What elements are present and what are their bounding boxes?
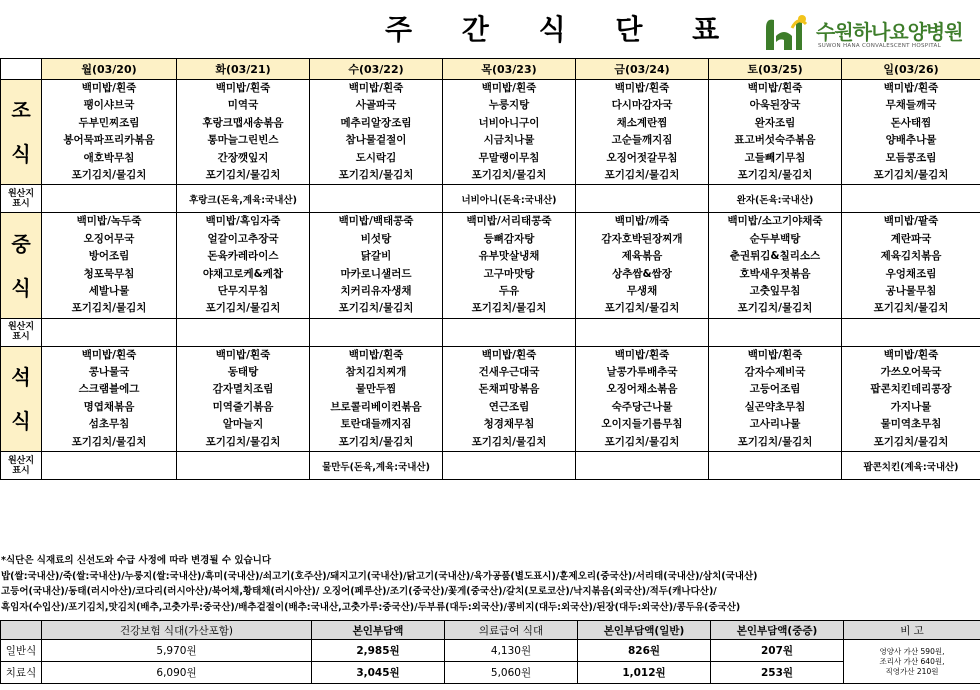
- price-cell: 5,060원: [445, 662, 578, 684]
- origin-cell: [310, 185, 443, 213]
- menu-cell: [576, 346, 709, 451]
- origin-row: [1, 452, 980, 480]
- menu-item: 등뼈감자탕: [483, 232, 535, 245]
- notes-section: [0, 553, 980, 615]
- origin-row: [1, 318, 980, 346]
- menu-item: 닭갈비: [360, 250, 392, 263]
- menu-item: 백미밥/녹두죽: [76, 215, 142, 228]
- menu-cell: [177, 80, 310, 185]
- menu-item: 무말랭이무침: [478, 151, 540, 164]
- menu-item: 물미역초무침: [880, 418, 942, 431]
- menu-cell: [443, 213, 576, 318]
- origin-cell: [576, 452, 709, 480]
- menu-item: 백미밥/서리태콩죽: [466, 215, 552, 228]
- origin-cell: [177, 318, 310, 346]
- menu-item: 포기김치/물김치: [338, 302, 414, 315]
- menu-item: 청포묵무침: [83, 267, 135, 280]
- menu-item: 가지나물: [890, 400, 932, 413]
- menu-item: 백미밥/흰죽: [215, 348, 271, 361]
- menu-item: 숙주당근나물: [611, 400, 673, 413]
- menu-item: 포기김치/물김치: [873, 302, 949, 315]
- price-header: [1, 621, 42, 640]
- meal-label: 석 식: [1, 346, 42, 451]
- menu-item: 방어조림: [88, 250, 130, 263]
- menu-item: 섬초무침: [88, 418, 130, 431]
- menu-item: 백미밥/흰죽: [883, 348, 939, 361]
- menu-item: 돈채피망볶음: [478, 383, 540, 396]
- menu-item: 무채들깨국: [885, 99, 937, 112]
- menu-cell: [42, 346, 177, 451]
- day-header: 목(03/23): [443, 59, 576, 80]
- remark-line: 직영가산 210원: [885, 666, 939, 676]
- price-cell: 6,090원: [42, 662, 312, 684]
- menu-cell: [443, 80, 576, 185]
- note-line: 밥(쌀:국내산)/죽(쌀:국내산)/누룽지(쌀:국내산)/흑미(국내산)/쇠고기(호주산)/돼지고기(국내산)/닭고기(국내산)/육가공품(별도표시)/훈제오리(중국산)/서리태(국내산)/삼치(국내산): [1, 570, 758, 582]
- menu-item: 포기김치/물김치: [471, 302, 547, 315]
- menu-item: 사골파국: [355, 99, 397, 112]
- menu-item: 포기김치/물김치: [71, 168, 147, 181]
- menu-cell: [310, 213, 443, 318]
- menu-item: 호박새우젓볶음: [739, 267, 811, 280]
- day-header: 화(03/21): [177, 59, 310, 80]
- menu-item: 참치김치찌개: [345, 366, 407, 379]
- menu-item: 우엉채조림: [885, 267, 937, 280]
- menu-item: 가쓰오어묵국: [880, 366, 942, 379]
- menu-item: 오징어무국: [83, 232, 135, 245]
- origin-cell: [310, 318, 443, 346]
- menu-item: 표고버섯숙주볶음: [734, 134, 816, 147]
- menu-item: 오징어채소볶음: [606, 383, 678, 396]
- origin-cell: [576, 318, 709, 346]
- menu-item: 완자조림: [754, 116, 796, 129]
- origin-cell: 너비아니(돈육:국내산): [443, 185, 576, 213]
- menu-item: 백미밥/흰죽: [81, 82, 137, 94]
- origin-label: 원산지 표시: [1, 318, 42, 346]
- menu-item: 세발나물: [88, 284, 130, 297]
- menu-item: 포기김치/물김치: [737, 168, 813, 181]
- menu-cell: [709, 80, 842, 185]
- menu-item: 포기김치/물김치: [604, 435, 680, 448]
- price-cell: 4,130원: [445, 640, 578, 662]
- menu-item: 포기김치/물김치: [205, 168, 281, 181]
- price-row: [1, 640, 980, 662]
- menu-item: 백미밥/팥죽: [883, 215, 939, 228]
- menu-item: 누룽지탕: [488, 99, 530, 112]
- menu-item: 백미밥/깨죽: [614, 215, 670, 228]
- menu-item: 포기김치/물김치: [737, 302, 813, 315]
- remark-line: 조리사 가산 640원,: [879, 656, 945, 666]
- menu-item: 백미밥/흰죽: [81, 348, 137, 361]
- menu-cell: [842, 213, 980, 318]
- origin-cell: 후랑크(돈육,계육:국내산): [177, 185, 310, 213]
- note-line: *식단은 식재료의 신선도와 수급 사정에 따라 변경될 수 있습니다: [1, 555, 272, 566]
- menu-item: 팽이샤브국: [83, 99, 135, 112]
- menu-item: 계란파국: [890, 232, 932, 245]
- menu-cell: [42, 213, 177, 318]
- meal-row: [1, 213, 980, 318]
- origin-cell: [576, 185, 709, 213]
- price-header: 건강보험 식대(가산포함): [42, 621, 312, 640]
- origin-cell: 팝콘치킨(계육:국내산): [842, 452, 980, 480]
- menu-item: 브로콜리베이컨볶음: [330, 400, 422, 413]
- menu-item: 날콩가루배추국: [606, 366, 678, 379]
- menu-cell: [842, 346, 980, 451]
- menu-item: 감자호박된장찌개: [601, 232, 683, 245]
- menu-item: 메추리알장조림: [340, 116, 412, 129]
- note-line: 흑임자(수입산)/포기김치,맛김치(배추,고춧가루:중국산)/배추겉절이(배추:국내산,고춧가루:중국산)/두부류(대두:외국산)/콩비지(대두:외국산)/된장(대두:외국산)/콩두유(중국산): [1, 601, 741, 613]
- menu-cell: [42, 80, 177, 185]
- meal-price-table: [0, 620, 980, 684]
- menu-cell: [177, 213, 310, 318]
- menu-item: 포기김치/물김치: [604, 302, 680, 315]
- price-header: 본인부담액: [312, 621, 445, 640]
- menu-cell: [177, 346, 310, 451]
- menu-item: 연근조림: [488, 400, 530, 413]
- menu-item: 무생채: [626, 284, 658, 297]
- menu-item: 야채고로케&케찹: [202, 267, 284, 280]
- price-cell: 826원: [578, 640, 711, 662]
- menu-item: 미역국: [227, 99, 259, 112]
- menu-item: 봉어묵파프리카볶음: [63, 134, 155, 147]
- menu-cell: [443, 346, 576, 451]
- menu-item: 백미밥/흰죽: [614, 348, 670, 361]
- menu-item: 시금치나물: [483, 134, 535, 147]
- menu-item: 토란대들깨지짐: [340, 418, 412, 431]
- origin-cell: [443, 452, 576, 480]
- origin-label: 원산지 표시: [1, 452, 42, 480]
- menu-item: 포기김치/물김치: [71, 302, 147, 315]
- menu-item: 스크램블에그: [78, 383, 140, 396]
- menu-item: 비섯탕: [360, 232, 392, 245]
- meal-row: [1, 80, 980, 185]
- menu-item: 돈사태찜: [890, 116, 932, 129]
- menu-item: 포기김치/물김치: [205, 435, 281, 448]
- origin-cell: [42, 452, 177, 480]
- menu-item: 동태탕: [227, 366, 259, 379]
- menu-item: 춘권튀김&칠리소스: [729, 250, 821, 263]
- menu-cell: [576, 213, 709, 318]
- price-cell: 2,985원: [312, 640, 445, 662]
- meal-row: [1, 346, 980, 451]
- day-header: 금(03/24): [576, 59, 709, 80]
- menu-item: 백미밥/흑임자죽: [205, 215, 281, 228]
- origin-label: 원산지 표시: [1, 185, 42, 213]
- price-row-label: 치료식: [1, 662, 42, 684]
- menu-item: 포기김치/물김치: [471, 168, 547, 181]
- day-header: 토(03/25): [709, 59, 842, 80]
- menu-item: 콩나물국: [88, 366, 130, 379]
- menu-cell: [842, 80, 980, 185]
- day-header: 월(03/20): [42, 59, 177, 80]
- meal-label: 조 식: [1, 80, 42, 185]
- origin-cell: [709, 452, 842, 480]
- price-header: 본인부담액(일반): [578, 621, 711, 640]
- origin-cell: [443, 318, 576, 346]
- origin-cell: [42, 185, 177, 213]
- menu-item: 유부맛살냉채: [478, 250, 540, 263]
- menu-item: 오이지들기름무침: [601, 418, 683, 431]
- menu-item: 통마늘그린빈스: [207, 134, 279, 147]
- origin-cell: 완자(돈육:국내산): [709, 185, 842, 213]
- price-cell: 1,012원: [578, 662, 711, 684]
- menu-item: 얼갈이고추장국: [207, 232, 279, 245]
- menu-item: 미역줄기볶음: [212, 400, 274, 413]
- menu-item: 채소계란찜: [616, 116, 668, 129]
- menu-item: 포기김치/물김치: [873, 168, 949, 181]
- menu-item: 참나물겉절이: [345, 134, 407, 147]
- origin-cell: [42, 318, 177, 346]
- remark-line: 영양사 가산 590원,: [879, 646, 945, 656]
- origin-row: [1, 185, 980, 213]
- hospital-name: 수원하나요양병원: [816, 20, 963, 44]
- menu-item: 후랑크맵새송볶음: [202, 116, 284, 129]
- weekly-menu-table: [0, 58, 980, 480]
- price-header-row: [1, 621, 980, 640]
- menu-item: 실곤약초무침: [744, 400, 806, 413]
- menu-item: 포기김치/물김치: [604, 168, 680, 181]
- page-title: 주 간 식 단 표: [385, 13, 740, 46]
- menu-item: 포기김치/물김치: [737, 435, 813, 448]
- price-header: 의료급여 식대: [445, 621, 578, 640]
- menu-item: 두부민찌조림: [78, 116, 140, 129]
- day-header: 일(03/26): [842, 59, 980, 80]
- menu-item: 도시락김: [355, 151, 397, 164]
- menu-item: 포기김치/물김치: [471, 435, 547, 448]
- price-row-label: 일반식: [1, 640, 42, 662]
- price-cell: 207원: [711, 640, 844, 662]
- menu-cell: [310, 80, 443, 185]
- menu-item: 백미밥/흰죽: [883, 82, 939, 94]
- day-header: 수(03/22): [310, 59, 443, 80]
- menu-item: 고들빼기무침: [744, 151, 806, 164]
- menu-item: 고순들깨지짐: [611, 134, 673, 147]
- menu-item: 백미밥/흰죽: [747, 348, 803, 361]
- menu-item: 백미밥/흰죽: [481, 348, 537, 361]
- menu-item: 감자수제비국: [744, 366, 806, 379]
- menu-item: 포기김치/물김치: [205, 302, 281, 315]
- price-header: 본인부담액(중증): [711, 621, 844, 640]
- menu-item: 두유: [498, 284, 520, 297]
- menu-item: 백미밥/흰죽: [614, 82, 670, 94]
- menu-item: 포기김치/물김치: [71, 435, 147, 448]
- menu-item: 순두부백탕: [749, 232, 801, 245]
- origin-cell: 물만두(돈육,계육:국내산): [310, 452, 443, 480]
- menu-item: 팝콘치킨데리콩장: [870, 383, 952, 396]
- menu-item: 간장깻잎지: [217, 151, 269, 164]
- origin-cell: [177, 452, 310, 480]
- menu-item: 고사리나물: [749, 418, 801, 431]
- meal-label: 중 식: [1, 213, 42, 318]
- price-cell: 5,970원: [42, 640, 312, 662]
- hospital-subtitle: SUWON HANA CONVALESCENT HOSPITAL: [818, 43, 941, 49]
- menu-item: 돈육카레라이스: [207, 250, 279, 263]
- menu-item: 제육김치볶음: [880, 250, 942, 263]
- menu-item: 단무지무침: [217, 284, 269, 297]
- menu-item: 백미밥/백태콩죽: [338, 215, 414, 228]
- menu-item: 오징어젓갈무침: [606, 151, 678, 164]
- menu-item: 알마늘지: [222, 418, 264, 431]
- origin-cell: [842, 185, 980, 213]
- menu-item: 제육볶음: [621, 250, 663, 263]
- price-cell: 3,045원: [312, 662, 445, 684]
- menu-cell: [310, 346, 443, 451]
- menu-item: 고등어조림: [749, 383, 801, 396]
- menu-item: 마카로니샐러드: [340, 267, 412, 280]
- menu-item: 치커리유자생채: [340, 284, 412, 297]
- note-line: 고등어(국내산)/동태(러시아산)/코다리(러시아산)/북어채,황태채(러시아산)/ 오징어(페루산)/조기(중국산)/꽃게(중국산)/갈치(모로코산)/낙지볶음(외국산)/적두(캐나다산)/: [1, 586, 717, 597]
- menu-item: 백미밥/흰죽: [348, 348, 404, 361]
- price-row: [1, 662, 980, 684]
- menu-item: 감자멸치조림: [212, 383, 274, 396]
- header-corner: [1, 59, 42, 80]
- menu-item: 상추쌈&쌈장: [612, 267, 672, 280]
- menu-item: 고구마맛탕: [483, 267, 535, 280]
- menu-item: 애호박무침: [83, 151, 135, 164]
- menu-item: 물만두찜: [355, 383, 397, 396]
- menu-cell: [576, 80, 709, 185]
- price-header: 비 고: [844, 621, 980, 640]
- menu-item: 명엽채볶음: [83, 400, 135, 413]
- menu-item: 포기김치/물김치: [873, 435, 949, 448]
- menu-cell: [709, 346, 842, 451]
- menu-item: 포기김치/물김치: [338, 435, 414, 448]
- menu-item: 공나물무침: [885, 284, 937, 297]
- menu-item: 건새우근대국: [478, 366, 540, 379]
- menu-item: 백미밥/흰죽: [215, 82, 271, 94]
- menu-item: 백미밥/흰죽: [348, 82, 404, 94]
- menu-item: 너비아니구이: [478, 116, 540, 129]
- menu-item: 다시마감자국: [611, 99, 673, 112]
- hospital-logo-icon: [762, 14, 812, 54]
- origin-cell: [709, 318, 842, 346]
- price-remarks: [844, 640, 980, 684]
- hospital-logo: [762, 14, 978, 54]
- menu-item: 포기김치/물김치: [338, 168, 414, 181]
- menu-cell: [709, 213, 842, 318]
- menu-item: 백미밥/소고기야채죽: [727, 215, 823, 228]
- menu-item: 양배추나물: [885, 134, 937, 147]
- menu-item: 백미밥/흰죽: [747, 82, 803, 94]
- price-cell: 253원: [711, 662, 844, 684]
- menu-item: 아욱된장국: [749, 99, 801, 112]
- menu-item: 고춧잎무침: [749, 284, 801, 297]
- origin-cell: [842, 318, 980, 346]
- menu-item: 모듬콩조림: [885, 151, 937, 164]
- menu-item: 청경채무침: [483, 418, 535, 431]
- menu-item: 백미밥/흰죽: [481, 82, 537, 94]
